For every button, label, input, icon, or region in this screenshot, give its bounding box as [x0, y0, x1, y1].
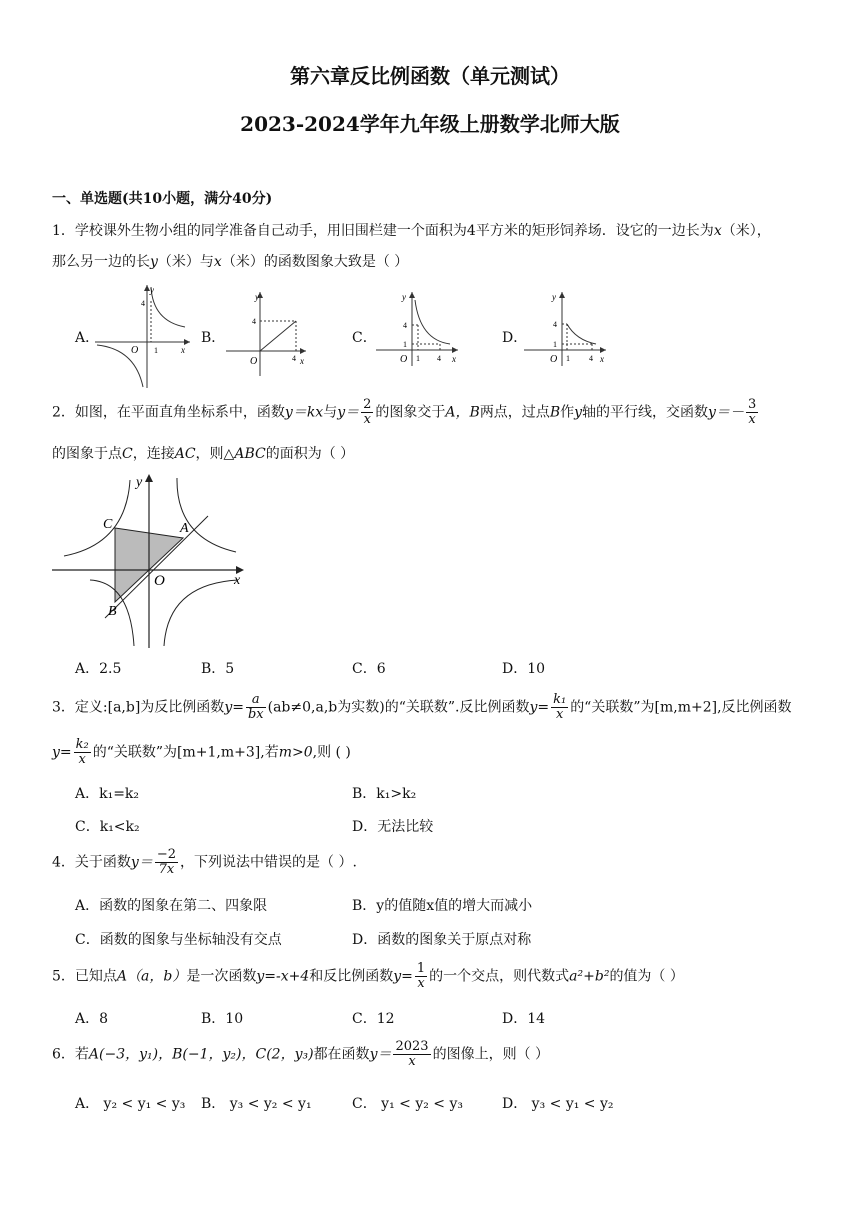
svg-text:4: 4: [437, 354, 441, 363]
q2-option-a[interactable]: A．2.5: [75, 661, 122, 677]
q5-option-d[interactable]: D．14: [502, 1011, 546, 1027]
q6-option-b[interactable]: B． y₃ < y₂ < y₁: [201, 1096, 312, 1112]
svg-text:1: 1: [566, 354, 570, 363]
q5-text: 5．已知点A（a，b）是一次函数y=-x+4和反比例函数y= $\frac{1}{x}$ 的一个交点，则代数式a²+b²的值为（ ）: [52, 961, 684, 991]
q1-graph-a: [95, 283, 195, 391]
q3-text-line2: y= $\frac{\text{k₂}}{x}$ 的“关联数”为[m+1,m+3],若m>0,则 ( ): [52, 737, 351, 767]
q3-option-b[interactable]: B．k₁>k₂: [352, 786, 417, 802]
q4-option-a[interactable]: A．函数的图象在第二、四象限: [75, 898, 268, 914]
q2-option-b[interactable]: B．5: [201, 661, 235, 677]
q1-option-b[interactable]: B．: [201, 330, 226, 346]
svg-text:x: x: [234, 573, 241, 588]
q6-option-c[interactable]: C． y₁ < y₂ < y₃: [352, 1096, 463, 1112]
q5-option-a[interactable]: A．8: [75, 1011, 109, 1027]
svg-text:1: 1: [154, 346, 158, 355]
svg-text:1: 1: [553, 340, 557, 349]
svg-text:4: 4: [403, 321, 407, 330]
svg-text:y: y: [136, 475, 143, 490]
q4-option-c[interactable]: C．函数的图象与坐标轴没有交点: [75, 932, 282, 948]
q1-option-a[interactable]: A．: [75, 330, 100, 346]
svg-text:O: O: [250, 356, 258, 367]
q2-text-line1: 2．如图，在平面直角坐标系中，函数y＝kx与y＝ $\frac{2}{x}$ 的图象交于A，B两点，过点B作y轴的平行线，交函数y＝－ $\frac{3}{x}$: [52, 397, 757, 427]
q1-option-c[interactable]: C．: [352, 330, 377, 346]
svg-text:y: y: [150, 285, 154, 295]
q4-option-b[interactable]: B．y的值随x值的增大而减小: [352, 898, 533, 914]
section-heading: 一、单选题(共10小题，满分40分): [52, 191, 273, 207]
q1-graph-d: [522, 288, 612, 370]
q4-text: 4．关于函数y＝ $\frac{-2}{7x}$ ，下列说法中错误的是（ ）.: [52, 847, 357, 877]
svg-text:A: A: [180, 521, 189, 536]
svg-text:y: y: [552, 292, 556, 302]
document-title: 第六章反比例函数（单元测试）: [290, 64, 570, 88]
svg-text:1: 1: [403, 340, 407, 349]
svg-text:x: x: [181, 345, 185, 355]
svg-text:O: O: [131, 345, 139, 356]
q6-option-d[interactable]: D． y₃ < y₁ < y₂: [502, 1096, 614, 1112]
svg-text:O: O: [550, 354, 558, 365]
svg-text:4: 4: [589, 354, 593, 363]
q1-graph-c: [374, 288, 464, 370]
q3-option-a[interactable]: A．k₁=k₂: [75, 786, 140, 802]
q3-option-d[interactable]: D．无法比较: [352, 819, 434, 835]
svg-text:y: y: [255, 292, 259, 302]
svg-text:x: x: [452, 354, 456, 364]
q2-figure: [50, 470, 250, 650]
svg-text:x: x: [600, 354, 604, 364]
q6-text: 6．若A(−3，y₁)，B(−1，y₂)，C(2，y₃)都在函数y＝ $\frac{2023}{x}$ 的图像上，则（ ）: [52, 1039, 550, 1069]
svg-text:4: 4: [553, 320, 557, 329]
q3-option-c[interactable]: C．k₁<k₂: [75, 819, 140, 835]
svg-text:x: x: [300, 356, 304, 366]
q1-graph-b: [222, 288, 310, 378]
q4-option-d[interactable]: D．函数的图象关于原点对称: [352, 932, 532, 948]
q1-option-d[interactable]: D．: [502, 330, 528, 346]
svg-text:B: B: [108, 604, 117, 619]
svg-text:C: C: [103, 517, 113, 532]
svg-text:4: 4: [252, 317, 256, 326]
q2-option-d[interactable]: D．10: [502, 661, 546, 677]
svg-text:O: O: [400, 354, 408, 365]
q5-option-c[interactable]: C．12: [352, 1011, 395, 1027]
q3-text-line1: 3．定义:[a,b]为反比例函数y= $\frac{a}{bx}$ (ab≠0,a,b为实数)的“关联数”.反比例函数y= $\frac{\text{k₁}}{x}$ 的“关联数”为[m,m+2],反比例函数: [52, 692, 792, 722]
q1-text-line2: 那么另一边的长y（米）与x（米）的函数图象大致是（ ）: [52, 254, 409, 270]
document-subtitle: 2023-2024学年九年级上册数学北师大版: [240, 112, 620, 136]
svg-text:4: 4: [292, 354, 296, 363]
svg-text:y: y: [402, 292, 406, 302]
svg-text:O: O: [154, 573, 165, 589]
q2-text-line2: 的图象于点C，连接AC，则△ABC的面积为（ ）: [52, 446, 355, 462]
q5-option-b[interactable]: B．10: [201, 1011, 244, 1027]
q1-text-line1: 1．学校课外生物小组的同学准备自己动手，用旧围栏建一个面积为4平方米的矩形饲养场．设它的一边长为x（米），: [52, 223, 771, 239]
q6-option-a[interactable]: A． y₂ < y₁ < y₃: [75, 1096, 186, 1112]
q2-option-c[interactable]: C．6: [352, 661, 386, 677]
svg-text:1: 1: [416, 354, 420, 363]
svg-text:4: 4: [141, 299, 145, 308]
